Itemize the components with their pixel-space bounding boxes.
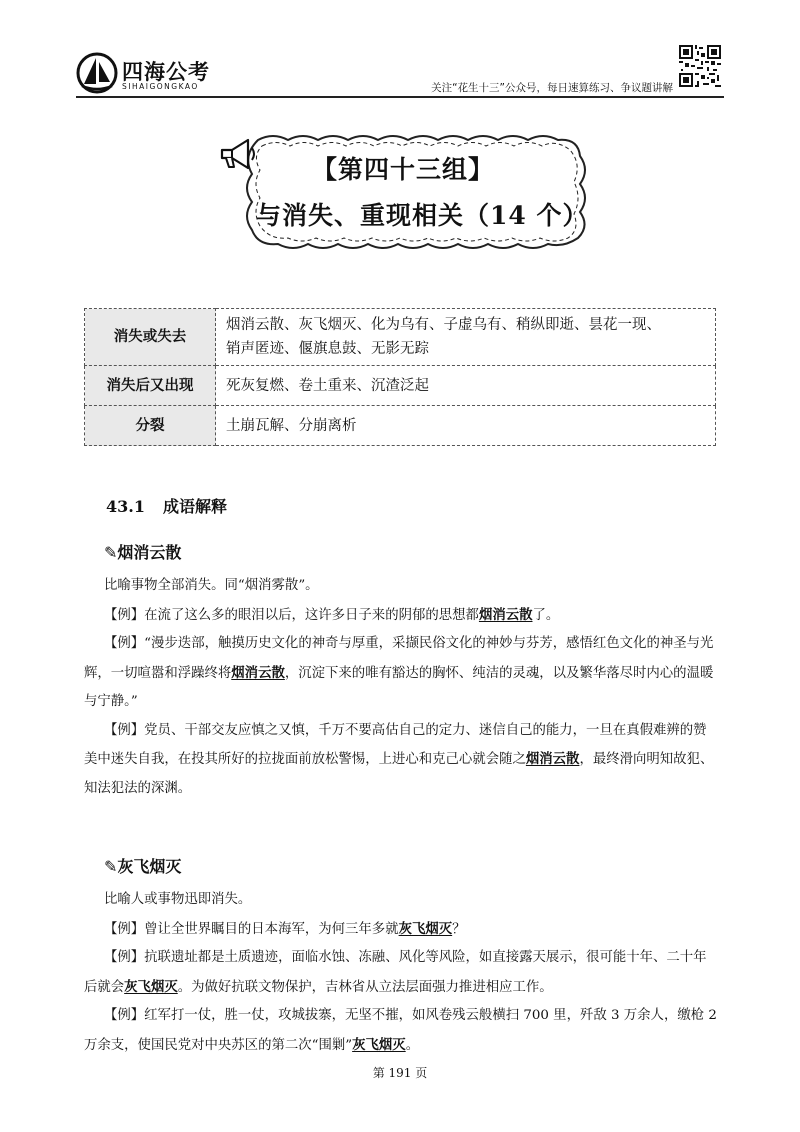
category-cell: 消失或失去: [85, 309, 216, 366]
page-number: 第 191 页: [372, 1066, 428, 1080]
example-paragraph: [84, 1002, 718, 1060]
example-tag: 【例】: [104, 950, 145, 965]
page-header: [0, 0, 800, 100]
category-cell: 消失后又出现: [85, 366, 216, 406]
example-text: 曾让全世界瞩目的日本海军，为何三年多就: [144, 921, 399, 937]
sailboat-logo-icon: [76, 52, 118, 94]
header-tagline: 关注“花生十三”公众号，每日速算练习、争议题讲解: [431, 82, 673, 94]
highlighted-idiom: 烟消云散: [231, 664, 285, 681]
highlighted-idiom: 烟消云散: [478, 606, 533, 623]
example-text: ，最终滑向明知故犯、知法犯法的深渊。: [84, 752, 714, 796]
example-text: 。为做好抗联文物保护，吉林省从立法层面强力推进相应工作。: [177, 979, 553, 995]
idiom-definition: 比喻人或事物迅即消失。: [104, 892, 252, 907]
idiom-title: [84, 542, 718, 564]
topic-title: 与消失、重现相关（14 个）: [256, 201, 589, 230]
category-cell: 分裂: [85, 406, 216, 446]
table-row: [85, 406, 716, 446]
section-number: 43.1: [106, 497, 145, 516]
idiom-list-line: 烟消云散、灰飞烟灭、化为乌有、子虚乌有、稍纵即逝、昙花一现、: [226, 317, 661, 333]
idiom-list-cell: [216, 309, 716, 366]
idiom-definition: 比喻事物全部消失。同“烟消雾散”。: [104, 578, 319, 593]
idiom-entry: [84, 856, 718, 1060]
pencil-icon: ✎: [104, 543, 118, 562]
example-tag: 【例】: [104, 636, 145, 651]
example-tag: 【例】: [104, 921, 145, 937]
example-text: 党员、干部交友应慎之又慎，千万不要高估自己的定力、迷信自己的能力，一旦在真假难辨的赞美中迷失自我，在投其所好的拉拢面前放松警惕，上进心和克己心就会随之: [84, 722, 707, 767]
example-tag: 【例】: [104, 607, 145, 623]
table-row: [85, 366, 716, 406]
example-paragraph: [84, 601, 718, 631]
example-text: 在流了这么多的眼泪以后，这许多日子来的阴郁的思想都: [144, 607, 479, 623]
table-row: [85, 309, 716, 366]
idiom-name: 烟消云散: [117, 543, 182, 562]
idiom-list-cell: [216, 366, 716, 406]
idiom-list-cell: [216, 406, 716, 446]
example-text: ，沉淀下来的唯有豁达的胸怀、纯洁的灵魂，以及繁华落尽时内心的温暖与宁静。”: [84, 665, 714, 709]
idiom-title: [84, 856, 718, 878]
section-title: 成语解释: [162, 497, 227, 516]
title-banner: [218, 134, 588, 250]
idiom-entry: [84, 542, 718, 803]
example-text: 抗联遗址都是土质遗迹，面临水蚀、冻融、风化等风险，如直接露天展示，很可能十年、二十年后就会: [84, 950, 707, 995]
example-tag: 【例】: [104, 722, 145, 738]
example-text: 。: [405, 1037, 420, 1053]
group-title: 【第四十三组】: [311, 155, 494, 184]
example-tag: 【例】: [104, 1008, 145, 1023]
megaphone-icon: [218, 134, 258, 174]
section-heading: [106, 494, 227, 517]
idiom-category-table: [84, 308, 716, 446]
highlighted-idiom: 灰飞烟灭: [352, 1036, 406, 1053]
example-text: “漫步迭部，触摸历史文化的神奇与厚重，采撷民俗文化的神妙与芬芳，感悟红色文化的神圣与光辉，一切喧嚣和浮躁终将: [84, 636, 714, 681]
brand-logo: [76, 52, 236, 100]
header-rule: [76, 96, 724, 98]
example-paragraph: [84, 915, 718, 945]
brand-name: 四海公考: [122, 60, 210, 84]
highlighted-idiom: 灰飞烟灭: [124, 978, 178, 995]
idiom-list-line: 销声匿迹、偃旗息鼓、无影无踪: [226, 341, 429, 357]
highlighted-idiom: 灰飞烟灭: [398, 920, 453, 937]
pencil-icon: ✎: [104, 857, 118, 876]
highlighted-idiom: 烟消云散: [525, 751, 580, 767]
example-text: ？: [452, 921, 466, 937]
example-paragraph: [84, 717, 718, 804]
idiom-list-line: 死灰复燃、卷土重来、沉渣泛起: [226, 377, 429, 394]
example-paragraph: [84, 944, 718, 1002]
brand-subtitle: SIHAIGONGKAO: [122, 82, 199, 91]
example-text: 了。: [532, 607, 560, 623]
example-text: 红军打一仗，胜一仗，攻城拔寨，无坚不摧，如风卷残云般横扫 700 里，歼敌 3 万余人，缴枪 2 万余支，使国民党对中央苏区的第二次“围剿”: [84, 1008, 717, 1053]
example-paragraph: [84, 630, 718, 717]
idiom-name: 灰飞烟灭: [117, 857, 182, 876]
qr-code-icon: [679, 45, 721, 87]
idiom-list-line: 土崩瓦解、分崩离析: [226, 417, 357, 434]
